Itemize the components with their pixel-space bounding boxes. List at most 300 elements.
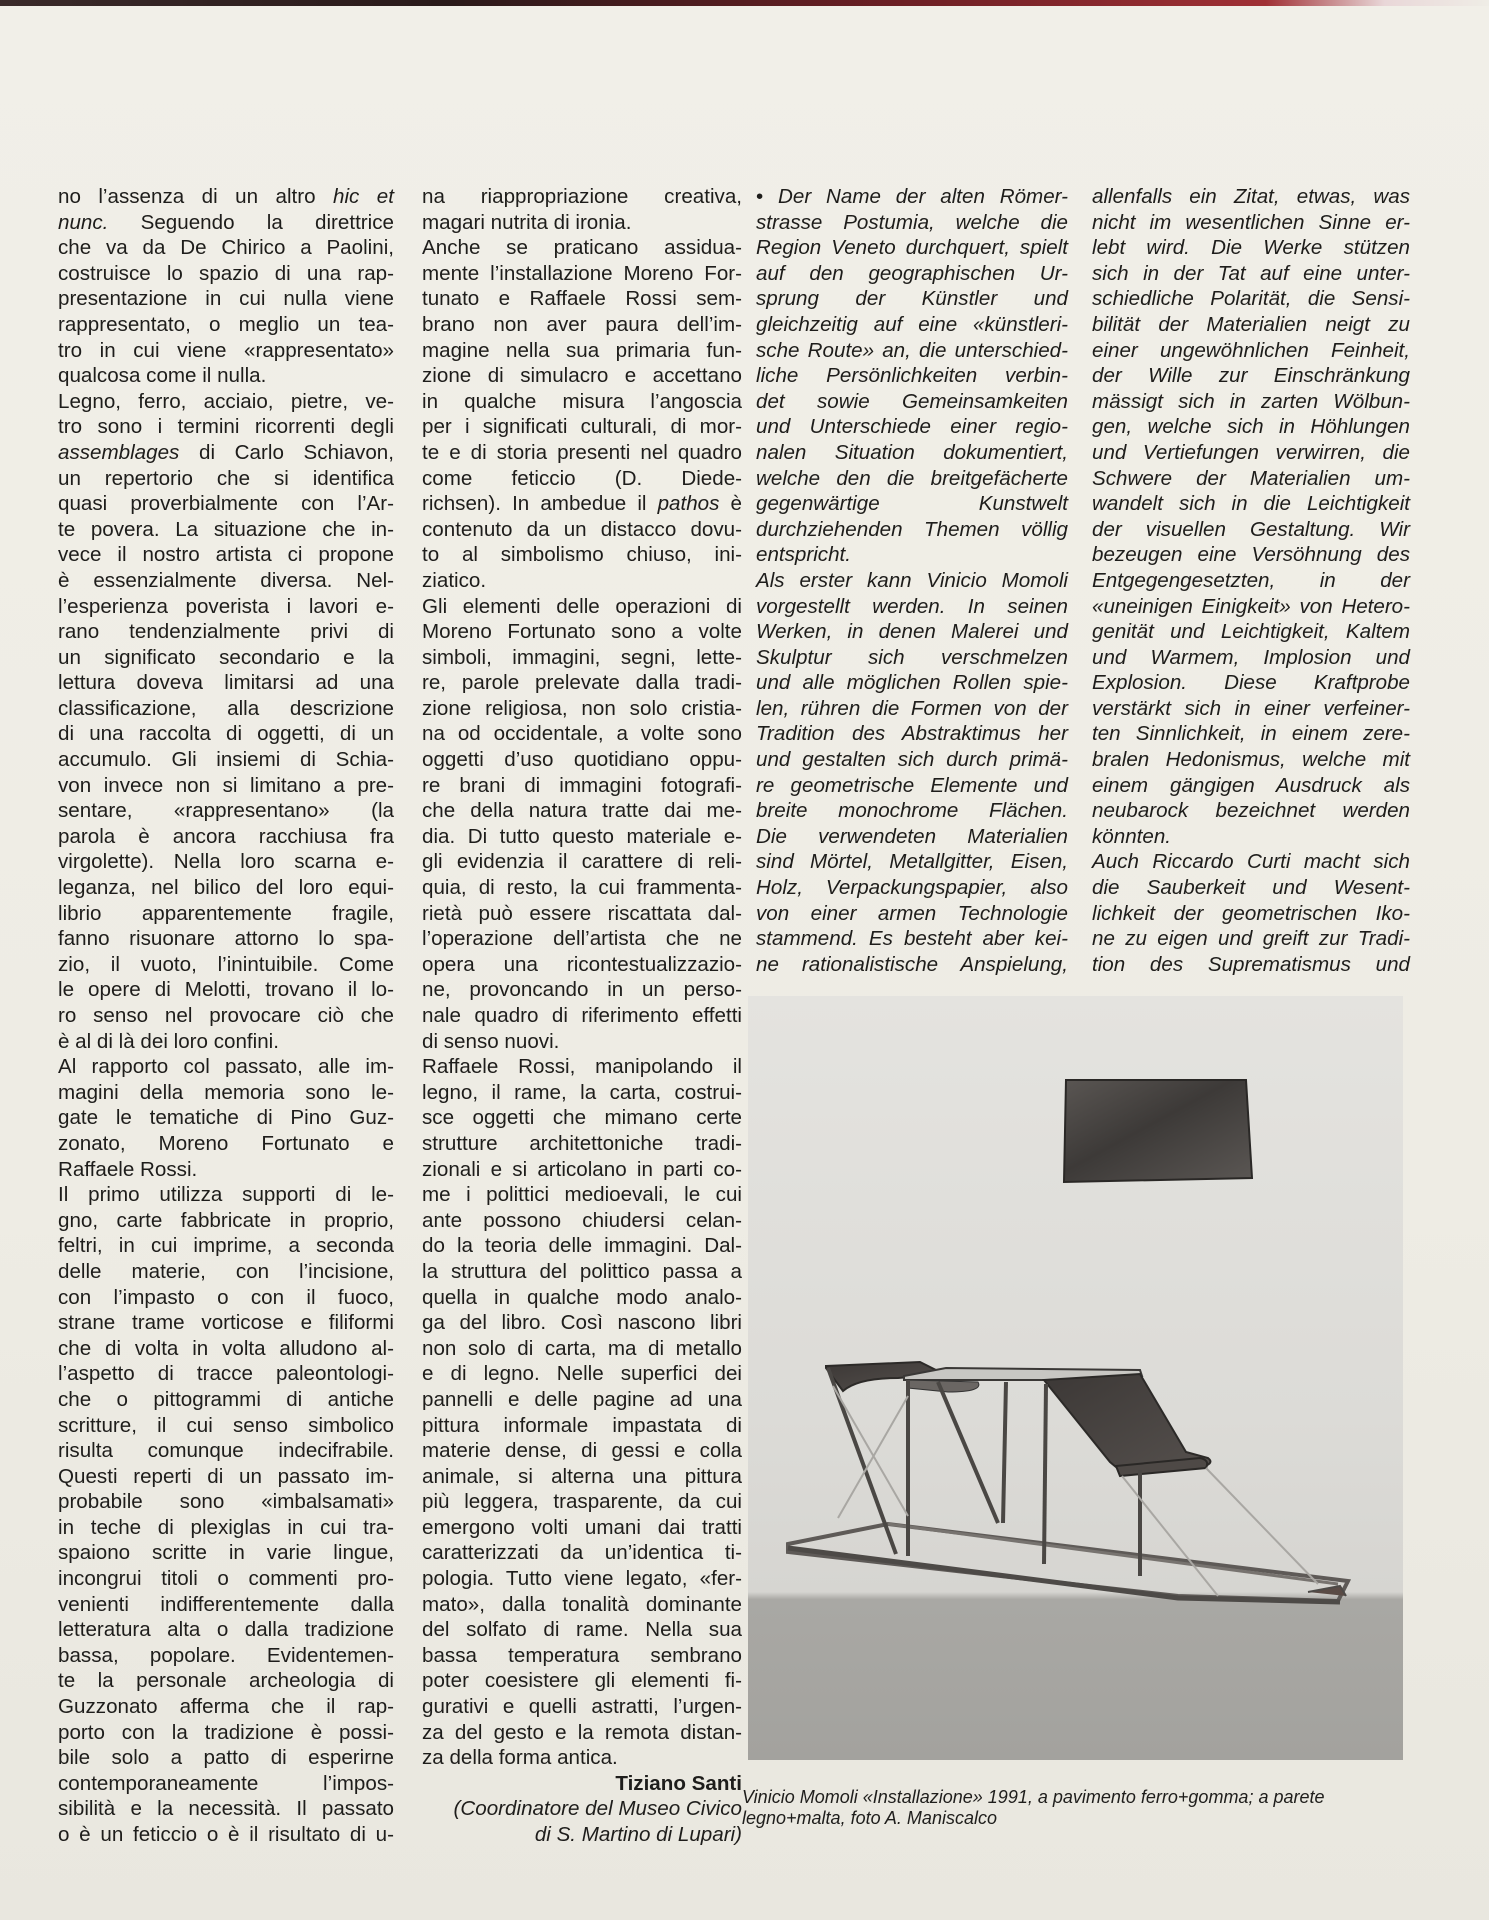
article-column-german-1 — [756, 184, 1068, 977]
line-text: che o pittogrammi di antiche — [58, 1387, 394, 1411]
text-line — [756, 568, 1068, 594]
text-line — [58, 1745, 394, 1771]
line-text: «uneinigen Einigkeit» von Hetero- — [1092, 594, 1410, 618]
text-line — [1092, 747, 1410, 773]
text-line — [422, 1694, 742, 1720]
line-text: auf den geographischen Ur- — [756, 261, 1068, 285]
text-line — [58, 210, 394, 236]
line-text: sentare, «rappresentano» (la — [58, 799, 394, 823]
text-line — [1092, 517, 1410, 543]
line-text: l’aspetto di tracce paleontologi- — [58, 1362, 394, 1386]
text-line — [1092, 542, 1410, 568]
line-text: Raffaele Rossi. — [58, 1157, 198, 1181]
text-line — [58, 952, 394, 978]
text-line — [422, 1592, 742, 1618]
text-line — [756, 466, 1068, 492]
text-line — [756, 261, 1068, 287]
text-line — [422, 1233, 742, 1259]
line-text: nicht im wesentlichen Sinne er- — [1092, 210, 1410, 234]
text-line — [58, 491, 394, 517]
line-text: Holz, Verpackungspapier, also — [756, 876, 1068, 900]
line-text: strasse Postumia, welche die — [756, 210, 1068, 234]
line-text: Der Name der alten Römer- — [778, 185, 1069, 208]
line-text: spaiono scritte in varie lingue, — [58, 1541, 394, 1565]
line-text: tunato e Raffaele Rossi sem- — [422, 287, 742, 311]
line-text: nalen Situation dokumentiert, — [756, 440, 1068, 464]
line-text: mässigt sich in zarten Wölbun- — [1092, 389, 1410, 413]
text-line — [756, 952, 1068, 978]
text-line — [422, 1310, 742, 1336]
text-line — [422, 1259, 742, 1285]
line-text: könnten. — [1092, 824, 1172, 848]
text-line — [422, 1003, 742, 1029]
line-text: re brani di immagini fotografi- — [422, 773, 742, 797]
text-line — [1092, 645, 1410, 671]
text-line — [756, 184, 1068, 210]
installation-photo — [748, 996, 1403, 1760]
line-text: tro sono i termini ricorrenti degli — [58, 415, 394, 439]
line-text: animale, si alterna una pittura — [422, 1464, 742, 1488]
text-line — [756, 286, 1068, 312]
text-line — [756, 645, 1068, 671]
line-text: ne zu eigen und greift zur Tradi- — [1092, 927, 1410, 951]
bullet-icon: • — [756, 185, 779, 208]
text-line — [58, 363, 394, 389]
text-line — [58, 1003, 394, 1029]
text-line — [58, 1464, 394, 1490]
line-text: ten Sinnlichkeit, in einem zere- — [1092, 722, 1410, 746]
text-line — [1092, 414, 1410, 440]
text-line — [756, 338, 1068, 364]
line-text: pologia. Tutto viene legato, «fer- — [422, 1567, 742, 1591]
line-text: caratterizzati da un’identica ti- — [422, 1541, 742, 1565]
text-line — [422, 338, 742, 364]
text-line — [58, 1029, 394, 1055]
line-text: pannelli e delle pagine ad una — [422, 1387, 742, 1411]
line-text: von invece non si limitano a pre- — [58, 773, 394, 797]
text-line — [422, 1080, 742, 1106]
text-line — [58, 1617, 394, 1643]
text-line — [422, 619, 742, 645]
line-text: tro in cui viene «rappresentato» — [58, 338, 394, 362]
article-column-german-2 — [1092, 184, 1410, 977]
line-text: opera una ricontestualizzazio- — [422, 952, 742, 976]
text-line — [58, 1054, 394, 1080]
text-line — [422, 1182, 742, 1208]
line-text: venienti indifferentemente dalla — [58, 1592, 394, 1616]
text-line — [1092, 338, 1410, 364]
text-line — [756, 926, 1068, 952]
text-line — [1092, 286, 1410, 312]
text-line — [1092, 696, 1410, 722]
text-line — [58, 670, 394, 696]
text-line — [58, 594, 394, 620]
text-line — [58, 1105, 394, 1131]
line-text: schiedliche Polarität, die Sensi- — [1092, 287, 1410, 311]
emphasis-text: hic et — [333, 185, 394, 208]
line-text: Explosion. Diese Kraftprobe — [1092, 671, 1410, 695]
text-line — [58, 286, 394, 312]
line-text: sibilità e la necessità. Il passato — [58, 1797, 394, 1821]
text-line — [422, 1566, 742, 1592]
line-text: zione di simulacro e accettano — [422, 364, 742, 388]
line-text: Die verwendeten Materialien — [756, 824, 1068, 848]
line-text: emergono volti umani dai tratti — [422, 1515, 742, 1539]
line-text: Guzzonato afferma che il rap- — [58, 1695, 394, 1719]
text-line — [58, 389, 394, 415]
text-line — [422, 875, 742, 901]
text-line — [756, 696, 1068, 722]
text-line — [422, 926, 742, 952]
text-line — [1092, 235, 1410, 261]
text-line — [58, 798, 394, 824]
line-text: strutture architettoniche tradi- — [422, 1131, 742, 1155]
text-line — [58, 901, 394, 927]
line-text: gleichzeitig auf eine «künstleri- — [756, 312, 1068, 336]
line-text: gurativi e quelli astratti, l’urgen- — [422, 1695, 742, 1719]
text-line — [422, 1157, 742, 1183]
line-text: contemporaneamente l’impos- — [58, 1771, 394, 1795]
text-line — [422, 389, 742, 415]
line-text: materie dense, di gessi e colla — [422, 1439, 742, 1463]
line-text: fanno risuonare attorno lo spa- — [58, 927, 394, 951]
line-text: te la personale archeologia di — [58, 1669, 394, 1693]
emphasis-text: pathos — [657, 492, 720, 516]
text-line — [58, 747, 394, 773]
line-text: simboli, immagini, segni, lette- — [422, 645, 742, 669]
line-text: la struttura del polittico passa a — [422, 1259, 742, 1283]
line-text: sich in der Tat auf eine unter- — [1092, 261, 1410, 285]
line-text: Questi reperti di un passato im- — [58, 1464, 394, 1488]
line-text: bassa, popolare. Evidentemen- — [58, 1643, 394, 1667]
text-line — [1092, 389, 1410, 415]
text-line — [58, 1387, 394, 1413]
text-line — [1092, 363, 1410, 389]
line-text: letteratura alta o dalla tradizione — [58, 1618, 394, 1642]
emphasis-text: assemblages — [58, 440, 180, 464]
line-text: lebt wird. Die Werke stützen — [1092, 236, 1410, 260]
line-text: ga del libro. Così nascono libri — [422, 1311, 742, 1335]
line-text: dia. Di tutto questo materiale e- — [422, 824, 742, 848]
text-line — [58, 619, 394, 645]
text-line — [756, 491, 1068, 517]
text-line — [422, 414, 742, 440]
text-line — [756, 517, 1068, 543]
emphasis-text: nunc. — [58, 210, 109, 234]
text-line — [58, 1413, 394, 1439]
line-text: porto con la tradizione è possi- — [58, 1720, 394, 1744]
line-text: entspricht. — [756, 543, 852, 567]
line-text: feltri, in cui imprime, a seconda — [58, 1234, 394, 1258]
text-line — [422, 1643, 742, 1669]
line-text: re, parole prelevate dalla tradi- — [422, 671, 742, 695]
line-text: stammend. Es besteht aber kei- — [756, 927, 1068, 951]
line-text: do la teoria delle immagini. Dal- — [422, 1234, 742, 1258]
text-line — [58, 414, 394, 440]
text-line — [756, 849, 1068, 875]
line-text: quasi proverbialmente con l’Ar- — [58, 492, 394, 516]
text-line — [1092, 568, 1410, 594]
line-text: zionali e si articolano in parti co- — [422, 1157, 742, 1181]
line-text: sche Route» an, die unterschied- — [756, 338, 1068, 362]
text-line — [422, 517, 742, 543]
text-line — [422, 568, 742, 594]
text-line — [422, 1438, 742, 1464]
line-text: Entgegengesetzten, in der — [1092, 568, 1410, 592]
text-line — [58, 977, 394, 1003]
text-line — [756, 594, 1068, 620]
text-line — [422, 1668, 742, 1694]
author-affiliation: di S. Martino di Lupari) — [534, 1823, 742, 1846]
line-text: mato», dalla tonalità dominante — [422, 1592, 742, 1616]
line-text: mente l’installazione Moreno For- — [422, 261, 742, 285]
text-line — [422, 696, 742, 722]
text-line — [756, 619, 1068, 645]
text-line — [756, 542, 1068, 568]
text-line — [422, 721, 742, 747]
line-text: strane trame vorticose e filiformi — [58, 1311, 394, 1335]
text-line — [58, 1489, 394, 1515]
text-line — [422, 849, 742, 875]
line-text: costruisce lo spazio di una rap- — [58, 261, 394, 285]
text-line — [422, 977, 742, 1003]
text-line — [422, 824, 742, 850]
text-line — [422, 1745, 742, 1771]
line-text: und Unterschiede einer regio- — [756, 415, 1068, 439]
text-line — [1092, 901, 1410, 927]
line-text: nale quadro di riferimento effetti — [422, 1004, 742, 1027]
text-line — [422, 1361, 742, 1387]
text-line — [756, 389, 1068, 415]
line-text: l’operazione dell’artista che ne — [422, 927, 742, 951]
line-text: magari nutrita di ironia. — [422, 210, 632, 234]
line-text: der Wille zur Einschränkung — [1092, 364, 1410, 388]
text-line — [422, 1285, 742, 1311]
line-text: con l’impasto o con il fuoco, — [58, 1285, 394, 1309]
text-line — [58, 1233, 394, 1259]
line-text: delle materie, con l’incisione, — [58, 1259, 394, 1283]
line-text: gli evidenzia il carattere di reli- — [422, 850, 742, 874]
line-text: Moreno Fortunato sono a volte — [422, 620, 742, 644]
photo-caption — [742, 1787, 1422, 1829]
text-line — [58, 1259, 394, 1285]
line-text: più leggera, trasparente, da cui — [422, 1490, 742, 1514]
line-text: von einer armen Technologie — [756, 901, 1068, 925]
text-line — [1092, 721, 1410, 747]
text-line — [422, 491, 742, 517]
line-text: è al di là dei loro confini. — [58, 1029, 279, 1053]
author-signature: Tiziano Santi — [615, 1771, 742, 1795]
text-line — [58, 542, 394, 568]
text-line — [58, 849, 394, 875]
text-line — [58, 235, 394, 261]
text-line — [1092, 798, 1410, 824]
text-line — [1092, 184, 1410, 210]
text-line — [58, 1361, 394, 1387]
text-line — [422, 1054, 742, 1080]
text-line — [1092, 261, 1410, 287]
line-text: wandelt sich in die Leichtigkeit — [1092, 492, 1410, 516]
text-line — [58, 1131, 394, 1157]
text-line — [756, 798, 1068, 824]
line-text: zione religiosa, non solo cristia- — [422, 696, 742, 720]
text-line — [58, 926, 394, 952]
line-text: del solfato di rame. Nella sua — [422, 1618, 742, 1642]
text-line — [58, 1694, 394, 1720]
text-line — [58, 1592, 394, 1618]
text-line — [58, 1771, 394, 1797]
line-text: durchziehenden Themen völlig — [756, 517, 1068, 541]
right-sheet — [1044, 1374, 1210, 1472]
text-line — [1092, 824, 1410, 850]
floor-frame — [788, 1524, 1348, 1601]
line-text: bilität der Materialien neigt zu — [1092, 312, 1410, 336]
line-text: gen, welche sich in Höhlungen — [1092, 415, 1410, 439]
line-text: ante possono chiudersi celan- — [422, 1208, 742, 1232]
line-text: un significato secondario e la — [58, 645, 394, 669]
line-text: Schwere der Materialien um- — [1092, 466, 1410, 490]
text-line — [756, 824, 1068, 850]
line-text: classificazione, alla descrizione — [58, 696, 394, 720]
text-line — [422, 1515, 742, 1541]
line-text: di Carlo Schiavon, — [179, 440, 394, 464]
line-text: na od occidentale, a volte sono — [422, 722, 742, 746]
line-text: gate le tematiche di Pino Guz- — [58, 1106, 394, 1130]
text-line — [756, 235, 1068, 261]
article-column-italian-1 — [58, 184, 394, 1848]
line-text: rietà può essere riscattata dal- — [422, 901, 742, 925]
text-line — [422, 286, 742, 312]
line-text: brano non aver paura dell’im- — [422, 312, 742, 336]
text-line — [58, 721, 394, 747]
text-line — [422, 594, 742, 620]
line-text: Gli elementi delle operazioni di — [422, 594, 742, 618]
text-line — [58, 1822, 394, 1848]
text-line — [756, 312, 1068, 338]
text-line — [1092, 619, 1410, 645]
text-line — [1092, 210, 1410, 236]
text-line — [422, 1208, 742, 1234]
text-line — [1092, 594, 1410, 620]
text-line — [756, 414, 1068, 440]
line-text: che di volta in volta alludono al- — [58, 1336, 394, 1360]
text-line — [1092, 849, 1410, 875]
text-line — [422, 1720, 742, 1746]
line-text: virgolette). Nella loro scarna e- — [58, 850, 394, 874]
line-text: sprung der Künstler und — [756, 287, 1068, 311]
line-text: vorgestellt werden. In seinen — [756, 594, 1068, 618]
line-text: o è un feticcio o è il risultato di u- — [58, 1823, 394, 1846]
line-text: Al rapporto col passato, alle im- — [58, 1055, 394, 1079]
line-text: e di legno. Nelle superfici dei — [422, 1362, 742, 1386]
text-line — [422, 901, 742, 927]
text-line — [422, 747, 742, 773]
text-line — [422, 1105, 742, 1131]
text-line — [58, 1720, 394, 1746]
line-text: Als erster kann Vinicio Momoli — [756, 568, 1068, 592]
text-line — [422, 184, 742, 210]
line-text: sce oggetti che mimano certe — [422, 1106, 742, 1130]
text-line — [58, 184, 394, 210]
text-line — [756, 363, 1068, 389]
line-text: presentazione in cui nulla viene — [58, 287, 394, 311]
line-text: allenfalls ein Zitat, etwas, was — [1092, 185, 1410, 208]
line-text: di una raccolta di oggetti, di un — [58, 722, 394, 746]
line-text: ne rationalistische Anspielung, — [756, 952, 1068, 976]
text-line — [58, 875, 394, 901]
text-line — [58, 1157, 394, 1183]
line-text: liche Persönlichkeiten verbin- — [756, 364, 1068, 388]
text-line — [756, 747, 1068, 773]
text-line — [422, 773, 742, 799]
line-text: genität und Leichtigkeit, Kaltem — [1092, 620, 1410, 644]
line-text: rano tendenzialmente privi di — [58, 620, 394, 644]
line-text: te povera. La situazione che in- — [58, 517, 394, 541]
text-line — [422, 312, 742, 338]
line-text: der visuellen Gestaltung. Wir — [1092, 517, 1410, 541]
line-text: è essenzialmente diversa. Nel- — [58, 568, 394, 592]
text-line — [58, 1208, 394, 1234]
line-text: bralen Hedonismus, welche mit — [1092, 748, 1410, 772]
wall-panel — [1064, 1080, 1252, 1182]
text-line — [756, 901, 1068, 927]
line-text: einer ungewöhnlichen Feinheit, — [1092, 338, 1410, 362]
text-line — [58, 645, 394, 671]
text-line — [58, 1540, 394, 1566]
caption-line-2: legno+malta, foto A. Maniscalco — [742, 1808, 997, 1828]
line-text: te e di storia presenti nel quadro — [422, 440, 742, 464]
line-text: in qualche misura l’angoscia — [422, 389, 742, 413]
text-line — [422, 440, 742, 466]
line-text: gno, carte fabbricate in proprio, — [58, 1208, 394, 1232]
line-text: Skulptur sich verschmelzen — [756, 645, 1068, 669]
text-line — [756, 440, 1068, 466]
line-text: che va da De Chirico a Paolini, — [58, 236, 394, 260]
line-text: welche den die breitgefächerte — [756, 466, 1068, 490]
line-text: contenuto da un distacco dovu- — [422, 517, 742, 541]
line-text: lettura doveva limitarsi ad una — [58, 671, 394, 695]
text-line — [1092, 952, 1410, 978]
line-text: die Sauberkeit und Wesent- — [1092, 876, 1410, 900]
text-line — [1092, 773, 1410, 799]
text-line — [422, 1336, 742, 1362]
line-text: rappresentato, o meglio un tea- — [58, 312, 394, 336]
line-text: bile solo a patto di esperirne — [58, 1746, 394, 1770]
line-text: Il primo utilizza supporti di le- — [58, 1183, 394, 1207]
line-text: za del gesto e la remota distan- — [422, 1720, 742, 1744]
line-text: und alle möglichen Rollen spie- — [756, 671, 1068, 695]
author-affiliation: (Coordinatore del Museo Civico — [453, 1797, 742, 1821]
line-text: le opere di Melotti, trovano il lo- — [58, 978, 394, 1002]
text-line — [422, 645, 742, 671]
text-line — [422, 1540, 742, 1566]
text-line — [1092, 440, 1410, 466]
line-text: na riappropriazione creativa, — [422, 185, 742, 208]
text-line — [58, 1643, 394, 1669]
line-text: è — [719, 492, 742, 516]
text-line — [422, 210, 742, 236]
text-line — [422, 1413, 742, 1439]
text-line — [1092, 926, 1410, 952]
line-text: legno, il rame, la carta, costrui- — [422, 1080, 742, 1104]
line-text: qualcosa come il nulla. — [58, 364, 267, 388]
line-text: vece il nostro artista ci propone — [58, 543, 394, 567]
text-line — [58, 440, 394, 466]
line-text: incongrui titoli o commenti pro- — [58, 1567, 394, 1591]
text-line — [422, 1617, 742, 1643]
text-line — [58, 261, 394, 287]
line-text: in teche di plexiglas in cui tra- — [58, 1515, 394, 1539]
